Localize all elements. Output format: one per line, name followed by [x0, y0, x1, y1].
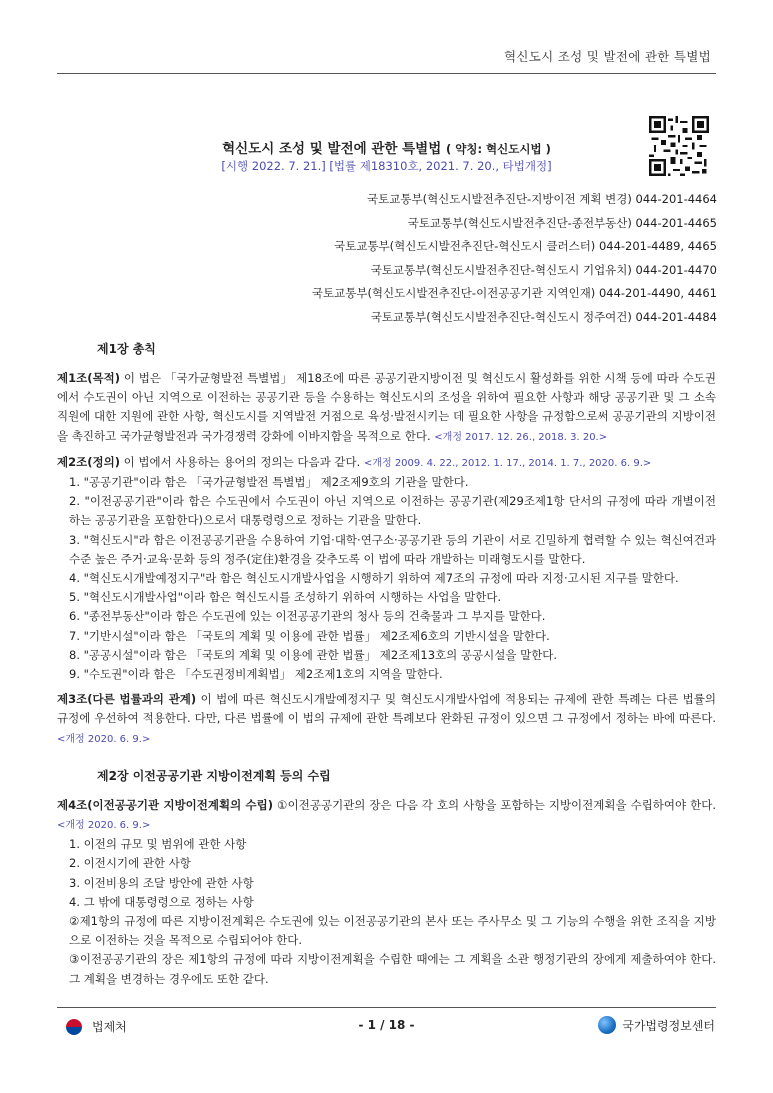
contact-line: 국토교통부(혁신도시발전추진단-혁신도시 기업유치) 044-201-4470: [370, 262, 717, 277]
contact-line: 국토교통부(혁신도시발전추진단-종전부동산) 044-201-4465: [407, 215, 717, 230]
list-item: 9. "수도권"이라 함은 「수도권정비계획법」 제2조제1호의 지역을 말한다.: [69, 667, 443, 682]
article-2: [57, 453, 716, 684]
paragraph: ③이전공공기관의 장은 제1항의 규정에 따라 지방이전계획을 수립한 때에는 그 계획을 소관 행정기관의 장에게 제출하여야 한다. 그 계획을 변경하는 경우에도 또한 같다.: [69, 952, 716, 986]
article-heading: 제4조(이전공공기관 지방이전계획의 수립): [57, 797, 274, 812]
document-subtitle: [시행 2022. 7. 21.] [법률 제18310호, 2021. 7. 20., 타법개정]: [221, 159, 552, 173]
article-text: 이 법은 「국가균형발전 특별법」 제18조에 따른 공공기관지방이전 및 혁신도시 활성화를 위한 시책 등에 따라 수도권에서 수도권이 아닌 지역으로 이전하는 공공기관 등을 수용하는 혁신도시의 조성을 위하여 필요한 사항과 해당 공공기관 및 그 소속 직원에 대한 지원에 관한 사항, 혁신도시를 지역발전 거점으로 육성·발전시키는 데 필요한 사항을 규정함으로써 공공기관의 지방이전을 촉진하고 국가균형발전과 국가경쟁력 강화에 이바지함을 목적으로 한다.: [57, 371, 716, 443]
list-item: 5. "혁신도시개발사업"이라 함은 혁신도시를 조성하기 위하여 시행하는 사업을 말한다.: [69, 590, 502, 605]
contact-line: 국토교통부(혁신도시발전추진단-혁신도시 정주여건) 044-201-4484: [370, 309, 717, 324]
title-text: 혁신도시 조성 및 발전에 관한 특별법: [222, 141, 442, 157]
article-4: [57, 796, 716, 989]
revision-note: <개정 2020. 6. 9.>: [57, 733, 151, 745]
revision-note: <개정 2009. 4. 22., 2012. 1. 17., 2014. 1. 7., 2020. 6. 9.>: [363, 457, 652, 469]
contact-line: 국토교통부(혁신도시발전추진단-혁신도시 클러스터) 044-201-4489, 4465: [334, 239, 717, 254]
article-heading: 제2조(정의): [57, 454, 120, 469]
footer-ministry: 법제처: [92, 1020, 127, 1034]
chapter-heading: 제1장 총칙: [97, 342, 156, 356]
list-item: 1. 이전의 규모 및 범위에 관한 사항: [69, 837, 247, 852]
contact-line: 국토교통부(혁신도시발전추진단-지방이전 계획 변경) 044-201-4464: [367, 192, 717, 206]
article-text: ①이전공공기관의 장은 다음 각 호의 사항을 포함하는 지방이전계획을 수립하여야 한다.: [273, 797, 716, 812]
article-heading: 제1조(목적): [57, 371, 120, 385]
list-item: 3. 이전비용의 조달 방안에 관한 사항: [69, 875, 254, 890]
revision-note: <개정 2017. 12. 26., 2018. 3. 20.>: [434, 431, 608, 443]
document-body: [57, 340, 716, 995]
paragraph: ②제1항의 규정에 따른 지방이전계획은 수도권에 있는 이전공공기관의 본사 또는 주사무소 및 그 기능의 수행을 위한 조직을 지방으로 이전하는 것을 목적으로 수립되어야 한다.: [69, 914, 716, 948]
running-header: 혁신도시 조성 및 발전에 관한 특별법: [504, 49, 711, 64]
list-item: 1. "공공기관"이라 함은 「국가균형발전 특별법」 제2조제9호의 기관을 말한다.: [69, 475, 469, 490]
article-heading: 제3조(다른 법률과의 관계): [57, 692, 197, 707]
contact-line: 국토교통부(혁신도시발전추진단-이전공공기관 지역인재) 044-201-4490, 4461: [311, 286, 717, 301]
page-number: - 1 / 18 -: [358, 1018, 415, 1032]
list-item: 4. "혁신도시개발예정지구"라 함은 혁신도시개발사업을 시행하기 위하여 제7조의 규정에 따라 지정·고시된 지구를 말한다.: [69, 571, 679, 586]
list-item: 8. "공공시설"이라 함은 「국토의 계획 및 이용에 관한 법률」 제2조제13호의 공공시설을 말한다.: [69, 647, 558, 662]
list-item: 7. "기반시설"이라 함은 「국토의 계획 및 이용에 관한 법률」 제2조제6호의 기반시설을 말한다.: [69, 628, 550, 643]
article-text: 이 법에 따른 혁신도시개발예정지구 및 혁신도시개발사업에 적용되는 규제에 관한 특례는 다른 법률의 규정에 우선하여 적용한다. 다만, 다른 법률에 이 법의 규제에 관한 특례보다 완화된 규정이 있으면 그 규정에서 정하는 바에 따른다.: [57, 692, 716, 726]
globe-logo-icon: [598, 1016, 616, 1034]
revision-note: <개정 2020. 6. 9.>: [57, 820, 151, 832]
list-item: 6. "종전부동산"이라 함은 수도권에 있는 이전공공기관의 청사 등의 건축물과 그 부지를 말한다.: [69, 609, 546, 624]
chapter-heading: 제2장 이전공공기관 지방이전계획 등의 수립: [97, 768, 331, 783]
title-abbreviation: ( 약칭: 혁신도시법 ): [445, 142, 551, 156]
document-title: [0, 137, 773, 157]
list-item: 3. "혁신도시"라 함은 이전공공기관을 수용하여 기업·대학·연구소·공공기관 등의 기관이 서로 긴밀하게 협력할 수 있는 혁신여건과 수준 높은 주거·교육·문화 등의 정주(定住)환경을 갖추도록 이 법에 따라 개발하는 미래형도시를 말한다.: [69, 532, 716, 566]
footer-right: [598, 1016, 715, 1034]
list-item: 4. 그 밖에 대통령령으로 정하는 사항: [69, 894, 254, 909]
article-3: [57, 690, 716, 749]
list-item: 2. 이전시기에 관한 사항: [69, 856, 191, 871]
list-item: 2. "이전공공기관"이라 함은 수도권에서 수도권이 아닌 지역으로 이전하는 공공기관(제29조제1항 단서의 규정에 따라 개별이전하는 공공기관을 포함한다)으로서 대통령령으로 정하는 기관을 말한다.: [69, 494, 716, 528]
footer-center-name: 국가법령정보센터: [622, 1018, 715, 1033]
contact-list: [312, 188, 717, 330]
article-1: [57, 369, 716, 447]
header-divider: [57, 73, 716, 74]
footer-divider: [57, 1007, 716, 1008]
article-text: 이 법에서 사용하는 용어의 정의는 다음과 같다.: [119, 454, 361, 469]
